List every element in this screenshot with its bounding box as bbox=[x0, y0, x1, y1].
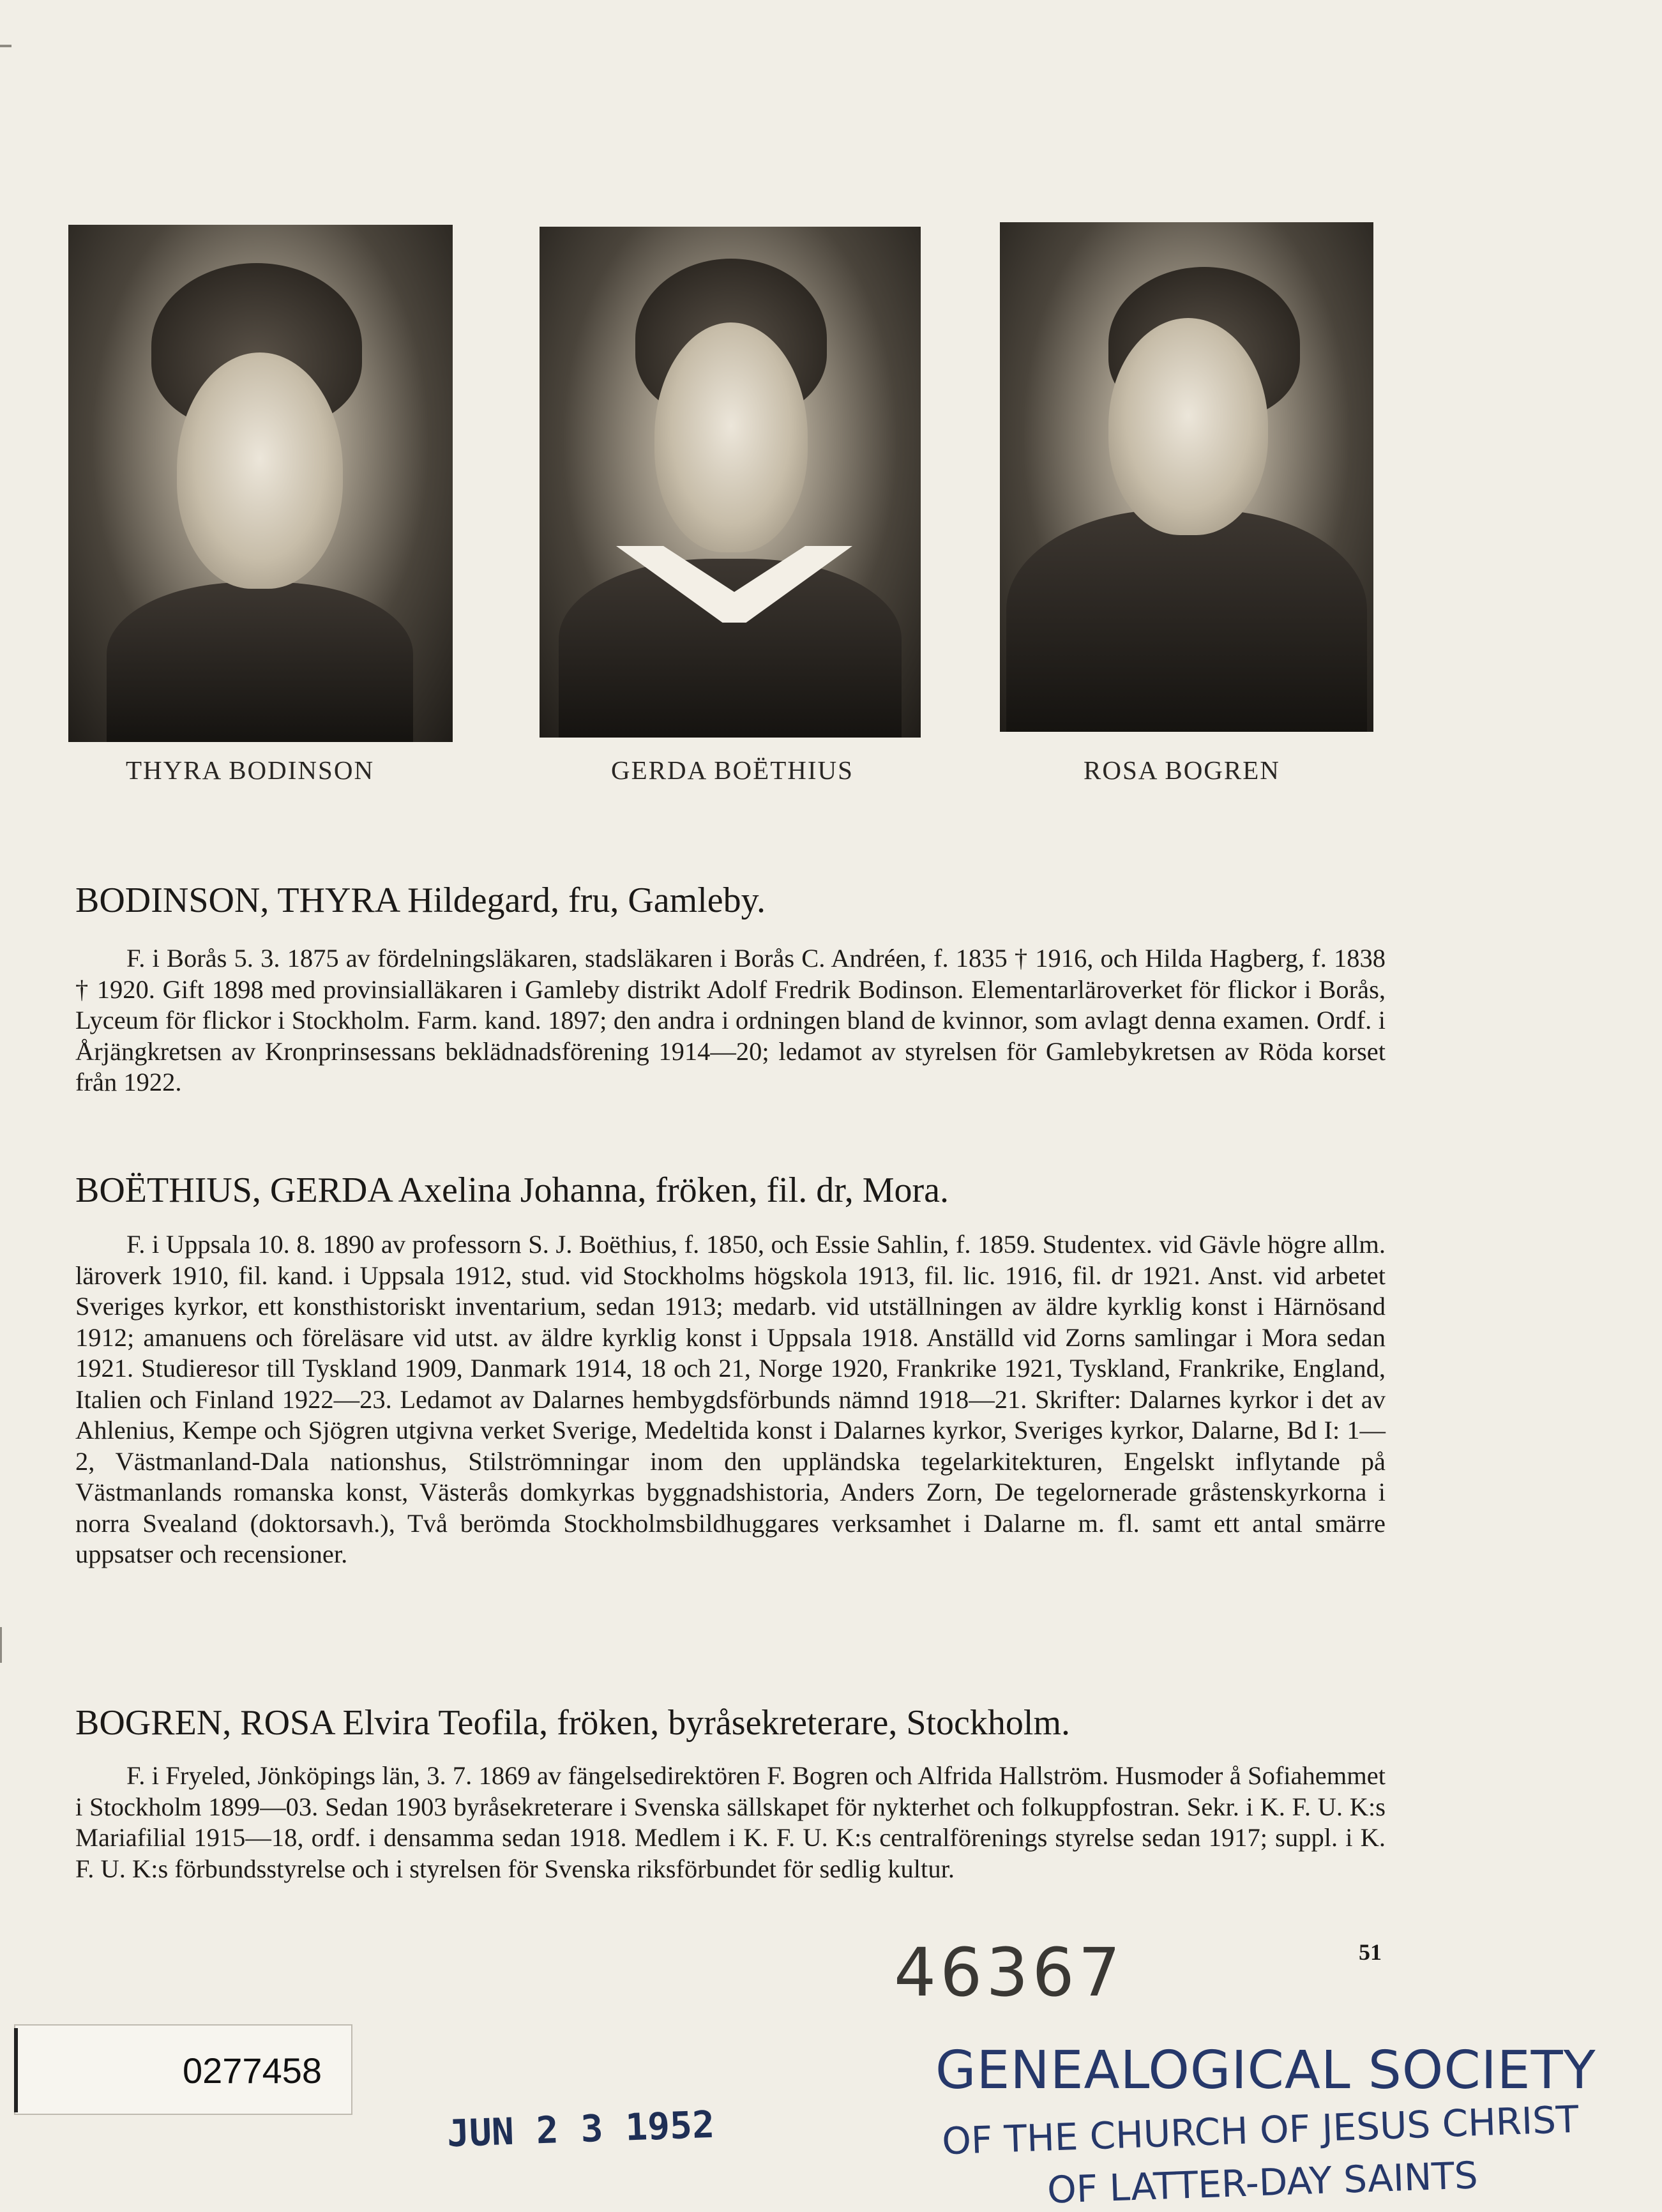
entry-name: BOGREN, ROSA bbox=[75, 1703, 334, 1743]
society-stamp-line2: OF THE CHURCH OF JESUS CHRIST bbox=[941, 2097, 1580, 2163]
portrait-caption: THYRA BODINSON bbox=[126, 755, 375, 785]
film-label-number: 0277458 bbox=[183, 2050, 322, 2091]
entry-heading bbox=[75, 880, 766, 921]
portrait-body bbox=[559, 559, 902, 738]
portrait-face bbox=[1108, 318, 1268, 535]
portrait-body bbox=[107, 582, 413, 742]
entry-heading bbox=[75, 1170, 949, 1211]
entry-biography: F. i Borås 5. 3. 1875 av fördelningsläkaren, stadsläkaren i Borås C. Andréen, f. 1835 † 1916, och Hilda Hagberg, f. 1838 † 1920. Gift 1898 med provinsialläkaren i Gamleby distrikt Adolf Fredrik Bodinson. Elementarläroverket för flickor i Borås, Lyceum för flickor i Stockholm. Farm. kand. 1897; den andra i ordningen bland de kvinnor, som avlagt denna examen. Ordf. i Årjängkretsen av Kronprinsessans beklädnadsförening 1914—20; ledamot av styrelsen för Gamlebykretsen av Röda korset från 1922. bbox=[75, 944, 1386, 1096]
portrait-body bbox=[1006, 510, 1367, 732]
entry-details: Hildegard, fru, Gamleby. bbox=[398, 881, 766, 920]
society-stamp-line1: GENEALOGICAL SOCIETY bbox=[935, 2040, 1596, 2101]
handwritten-number: 46367 bbox=[894, 1934, 1124, 2011]
entry-details: Axelina Johanna, fröken, fil. dr, Mora. bbox=[391, 1170, 949, 1210]
entry-name: BOËTHIUS, GERDA bbox=[75, 1170, 391, 1210]
portrait-photo-thyra-bodinson bbox=[68, 225, 453, 742]
portrait-caption: ROSA BOGREN bbox=[1084, 755, 1280, 785]
portrait-face bbox=[654, 322, 808, 552]
date-stamp: JUN 2 3 1952 bbox=[446, 2102, 716, 2156]
portrait-photo-gerda-boethius bbox=[540, 227, 921, 738]
page-number: 51 bbox=[1359, 1939, 1382, 1965]
entry-biography: F. i Uppsala 10. 8. 1890 av professorn S. J. Boëthius, f. 1850, och Essie Sahlin, f. 1859. Studentex. vid Gävle högre allm. läroverk 1910, fil. kand. i Uppsala 1912, stud. vid Stockholms högskola 1913, fil. lic. 1916, fil. dr 1921. Anst. vid arbetet Sveriges kyrkor, ett konsthistoriskt inventarium, sedan 1913; medarb. vid utställningen av äldre kyrklig konst i Härnösand 1912; amanuens och föreläsare vid utst. av äldre kyrklig konst i Uppsala 1918. Anställd vid Zorns samlingar i Mora sedan 1921. Studieresor till Tyskland 1909, Danmark 1914, 18 och 21, Norge 1920, Frankrike 1921, Tyskland, Frankrike, England, Italien och Finland 1922—23. Ledamot av Dalarnes hembygdsförbunds nämnd 1918—21. Skrifter: Dalarnes kyrkor i det av Ahlenius, Kempe och Sjögren utgivna verket Sverige, Medeltida konst i Dalarnes kyrkor, Sveriges kyrkor, Dalarne, Bd I: 1—2, Västmanland-Dala nationshus, Stilströmningar inom den uppländska tegelarkitekturen, Engelskt inflytande på Västmanlands romanska konst, Västerås domkyrkas byggnadshistoria, Anders Zorn, De tegelornerade gråstenskyrkorna i norra Svealand (doktorsavh.), Två berömda Stockholmsbildhuggares verksamhet i Dalarne m. fl. samt ett antal smärre uppsatser och recensioner. bbox=[75, 1230, 1386, 1568]
portrait-photo-rosa-bogren bbox=[1000, 222, 1373, 732]
entry-details: Elvira Teofila, fröken, byråsekreterare, Stockholm. bbox=[333, 1703, 1071, 1743]
film-label bbox=[14, 2024, 352, 2115]
entry-heading bbox=[75, 1702, 1070, 1743]
film-label-bar bbox=[14, 2028, 18, 2112]
margin-mark bbox=[0, 45, 11, 47]
entry-biography: F. i Fryeled, Jönköpings län, 3. 7. 1869 av fängelsedirektören F. Bogren och Alfrida Hallström. Husmoder å Sofiahemmet i Stockholm 1899—03. Sedan 1903 byråsekreterare i Svenska sällskapet för nykterhet och folkuppfostran. Sekr. i K. F. U. K:s Mariafilial 1915—18, ordf. i densamma sedan 1918. Medlem i K. F. U. K:s centralförenings styrelse sedan 1917; suppl. i K. F. U. K:s förbundsstyrelse och i styrelsen för Svenska riksförbundet för sedlig kultur. bbox=[75, 1761, 1386, 1883]
portrait-caption: GERDA BOËTHIUS bbox=[611, 755, 854, 785]
portrait-face bbox=[177, 352, 343, 589]
entry-name: BODINSON, THYRA bbox=[75, 881, 399, 920]
margin-mark bbox=[0, 1627, 2, 1663]
society-stamp-line3: OF LATTER-DAY SAINTS bbox=[1046, 2153, 1479, 2212]
